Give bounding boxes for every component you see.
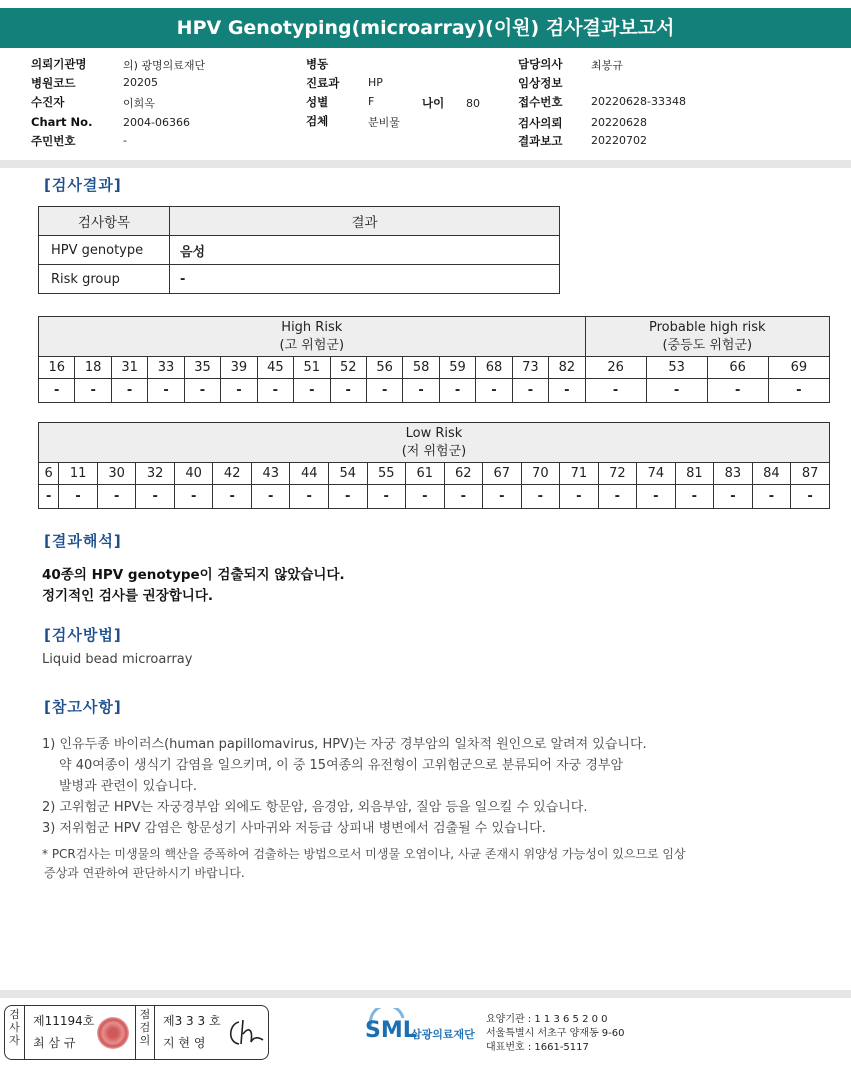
examiner-label: 검사자 <box>5 1006 25 1059</box>
genotype-number: 39 <box>221 357 257 379</box>
genotype-result: - <box>39 379 75 403</box>
genotype-result: - <box>791 485 830 509</box>
section-reference-title: [참고사항] <box>44 698 122 716</box>
result-header-result: 결과 <box>170 207 560 236</box>
section-interpretation-title: [결과해석] <box>44 532 122 550</box>
genotype-result: - <box>75 379 111 403</box>
high-risk-header <box>39 317 586 357</box>
reviewer-label: 점검의 <box>135 1006 155 1059</box>
age-label: 나이 <box>422 96 445 110</box>
genotype-result: - <box>290 485 329 509</box>
genotype-number: 43 <box>251 463 290 485</box>
info-label: 담당의사 <box>518 57 563 71</box>
interpretation-line: 40종의 HPV genotype이 검출되지 않았습니다. <box>42 567 345 583</box>
age-value: 80 <box>466 97 480 110</box>
genotype-result: - <box>221 379 257 403</box>
info-value: F <box>368 95 375 108</box>
low-risk-header <box>39 423 830 463</box>
probable-risk-header <box>585 317 829 357</box>
genotype-number: 72 <box>598 463 637 485</box>
address-line: 요양기관 : 1 1 3 6 5 2 0 0 <box>486 1014 608 1025</box>
genotype-number: 69 <box>768 357 829 379</box>
genotype-number: 70 <box>521 463 560 485</box>
info-label: 임상정보 <box>518 76 563 90</box>
info-value: - <box>123 134 127 147</box>
genotype-number: 68 <box>476 357 512 379</box>
genotype-number: 66 <box>707 357 768 379</box>
reviewer-license: 제3 3 3 호 <box>163 1014 221 1028</box>
genotype-result: - <box>675 485 714 509</box>
genotype-number: 16 <box>39 357 75 379</box>
genotype-result: - <box>366 379 402 403</box>
patient-info <box>0 0 851 160</box>
genotype-number: 26 <box>585 357 646 379</box>
genotype-result: - <box>294 379 330 403</box>
genotype-result: - <box>184 379 220 403</box>
info-label: 병동 <box>306 57 329 71</box>
genotype-number: 30 <box>97 463 136 485</box>
table-row <box>39 265 560 294</box>
genotype-result: - <box>483 485 522 509</box>
info-label: 의뢰기관명 <box>31 57 87 71</box>
genotype-result: - <box>585 379 646 403</box>
genotype-result: - <box>598 485 637 509</box>
genotype-result: - <box>174 485 213 509</box>
divider <box>0 160 851 168</box>
section-result-title: [검사결과] <box>44 176 122 194</box>
section-method-title: [검사방법] <box>44 626 122 644</box>
genotype-result: - <box>97 485 136 509</box>
info-value: 20220702 <box>591 134 647 147</box>
signature-box <box>4 1005 269 1060</box>
genotype-result: - <box>328 485 367 509</box>
genotype-result: - <box>367 485 406 509</box>
reviewer-name: 지 현 영 <box>163 1036 206 1050</box>
info-value: 최봉규 <box>591 59 623 72</box>
result-value: 음성 <box>170 236 560 265</box>
genotype-result: - <box>39 485 59 509</box>
note-line: 3) 저위험군 HPV 감염은 항문성기 사마귀와 저등급 상피내 병변에서 검출될 수 있습니다. <box>42 821 546 836</box>
address-line: 대표번호 : 1661-5117 <box>486 1042 589 1053</box>
low-risk-table <box>38 422 830 509</box>
genotype-number: 51 <box>294 357 330 379</box>
genotype-result: - <box>251 485 290 509</box>
probable-risk-subtitle: (중등도 위험군) <box>662 337 753 353</box>
genotype-number: 35 <box>184 357 220 379</box>
genotype-result: - <box>439 379 475 403</box>
probable-risk-title: Probable high risk <box>648 319 766 335</box>
genotype-result: - <box>637 485 676 509</box>
info-label: Chart No. <box>31 115 93 129</box>
genotype-result: - <box>444 485 483 509</box>
genotype-number: 71 <box>560 463 599 485</box>
genotype-number: 6 <box>39 463 59 485</box>
genotype-number: 52 <box>330 357 366 379</box>
note-line: 발병과 관련이 있습니다. <box>59 779 197 794</box>
genotype-result: - <box>646 379 707 403</box>
address-line: 서울특별시 서초구 양재동 9-60 <box>486 1028 625 1039</box>
examiner-license: 제11194호 <box>33 1014 95 1028</box>
result-item: Risk group <box>39 265 170 294</box>
reference-notes <box>42 734 647 839</box>
report-title: HPV Genotyping(microarray)(이원) 검사결과보고서 <box>0 8 851 48</box>
genotype-number: 73 <box>512 357 548 379</box>
genotype-number: 59 <box>439 357 475 379</box>
genotype-number: 55 <box>367 463 406 485</box>
method-text: Liquid bead microarray <box>42 652 193 667</box>
genotype-result: - <box>707 379 768 403</box>
genotype-number: 74 <box>637 463 676 485</box>
genotype-number: 62 <box>444 463 483 485</box>
info-value: 20205 <box>123 76 158 89</box>
genotype-result: - <box>406 485 445 509</box>
table-row <box>39 236 560 265</box>
interpretation-line: 정기적인 검사를 권장합니다. <box>42 588 214 604</box>
footnote-line: * PCR검사는 미생물의 핵산을 증폭하여 검출하는 방법으로서 미생물 오염이나, 사균 존재시 위양성 가능성이 있으므로 임상 <box>42 847 686 861</box>
genotype-result: - <box>111 379 147 403</box>
logo-text: SML <box>365 1018 417 1043</box>
genotype-number: 53 <box>646 357 707 379</box>
org-name: 삼광의료재단 <box>411 1028 475 1041</box>
high-risk-table <box>38 316 830 403</box>
genotype-number: 44 <box>290 463 329 485</box>
genotype-number: 40 <box>174 463 213 485</box>
genotype-result: - <box>213 485 252 509</box>
genotype-number: 58 <box>403 357 439 379</box>
note-line: 약 40여종이 생식기 감염을 일으키며, 이 중 15여종의 유전형이 고위험군으로 분류되어 자궁 경부암 <box>59 758 624 773</box>
info-label: 진료과 <box>306 76 340 90</box>
info-value: 2004-06366 <box>123 116 190 129</box>
genotype-number: 18 <box>75 357 111 379</box>
note-line: 1) 인유두종 바이러스(human papillomavirus, HPV)는 자궁 경부암의 일차적 원인으로 알려져 있습니다. <box>42 737 647 752</box>
genotype-number: 33 <box>148 357 184 379</box>
genotype-result: - <box>752 485 791 509</box>
interpretation-text <box>42 565 345 607</box>
genotype-number: 87 <box>791 463 830 485</box>
genotype-result: - <box>768 379 829 403</box>
genotype-result: - <box>59 485 98 509</box>
info-label: 병원코드 <box>31 76 76 90</box>
genotype-number: 32 <box>136 463 175 485</box>
high-risk-title: High Risk <box>281 319 343 335</box>
info-label: 성별 <box>306 95 329 109</box>
result-value: - <box>170 265 560 294</box>
high-risk-subtitle: (고 위험군) <box>279 337 345 353</box>
low-risk-title: Low Risk <box>405 425 463 441</box>
genotype-number: 56 <box>366 357 402 379</box>
info-value: HP <box>368 76 383 89</box>
info-label: 접수번호 <box>518 95 563 109</box>
signature-icon <box>225 1016 265 1050</box>
footer-divider <box>0 990 851 998</box>
genotype-number: 54 <box>328 463 367 485</box>
org-address <box>486 1013 625 1055</box>
genotype-number: 61 <box>406 463 445 485</box>
info-value: 이희옥 <box>123 97 155 110</box>
info-value: 20220628 <box>591 116 647 129</box>
info-value: 20220628-33348 <box>591 95 686 108</box>
genotype-result: - <box>257 379 293 403</box>
genotype-result: - <box>549 379 585 403</box>
result-item: HPV genotype <box>39 236 170 265</box>
genotype-result: - <box>521 485 560 509</box>
genotype-number: 67 <box>483 463 522 485</box>
genotype-number: 11 <box>59 463 98 485</box>
info-label: 수진자 <box>31 95 65 109</box>
seal-stamp-icon <box>97 1017 129 1049</box>
examiner-name: 최 삼 규 <box>33 1036 76 1050</box>
info-value: 의) 광명의료재단 <box>123 59 206 72</box>
genotype-number: 84 <box>752 463 791 485</box>
genotype-result: - <box>403 379 439 403</box>
result-header-item: 검사항목 <box>39 207 170 236</box>
result-table <box>38 206 560 294</box>
genotype-number: 82 <box>549 357 585 379</box>
genotype-number: 31 <box>111 357 147 379</box>
info-label: 검사의뢰 <box>518 116 563 130</box>
low-risk-subtitle: (저 위험군) <box>401 443 467 459</box>
footnote <box>42 845 686 883</box>
info-label: 결과보고 <box>518 134 563 148</box>
genotype-number: 81 <box>675 463 714 485</box>
genotype-number: 45 <box>257 357 293 379</box>
genotype-number: 42 <box>213 463 252 485</box>
info-value: 분비물 <box>368 116 400 129</box>
genotype-result: - <box>512 379 548 403</box>
genotype-result: - <box>714 485 753 509</box>
genotype-result: - <box>136 485 175 509</box>
note-line: 2) 고위험군 HPV는 자궁경부암 외에도 항문암, 음경암, 외음부암, 질암 등을 일으킬 수 있습니다. <box>42 800 588 815</box>
info-label: 주민번호 <box>31 134 76 148</box>
info-label: 검체 <box>306 114 329 128</box>
genotype-result: - <box>560 485 599 509</box>
genotype-result: - <box>330 379 366 403</box>
footnote-line: 증상과 연관하여 판단하시기 바랍니다. <box>44 866 245 880</box>
genotype-number: 83 <box>714 463 753 485</box>
genotype-result: - <box>148 379 184 403</box>
genotype-result: - <box>476 379 512 403</box>
